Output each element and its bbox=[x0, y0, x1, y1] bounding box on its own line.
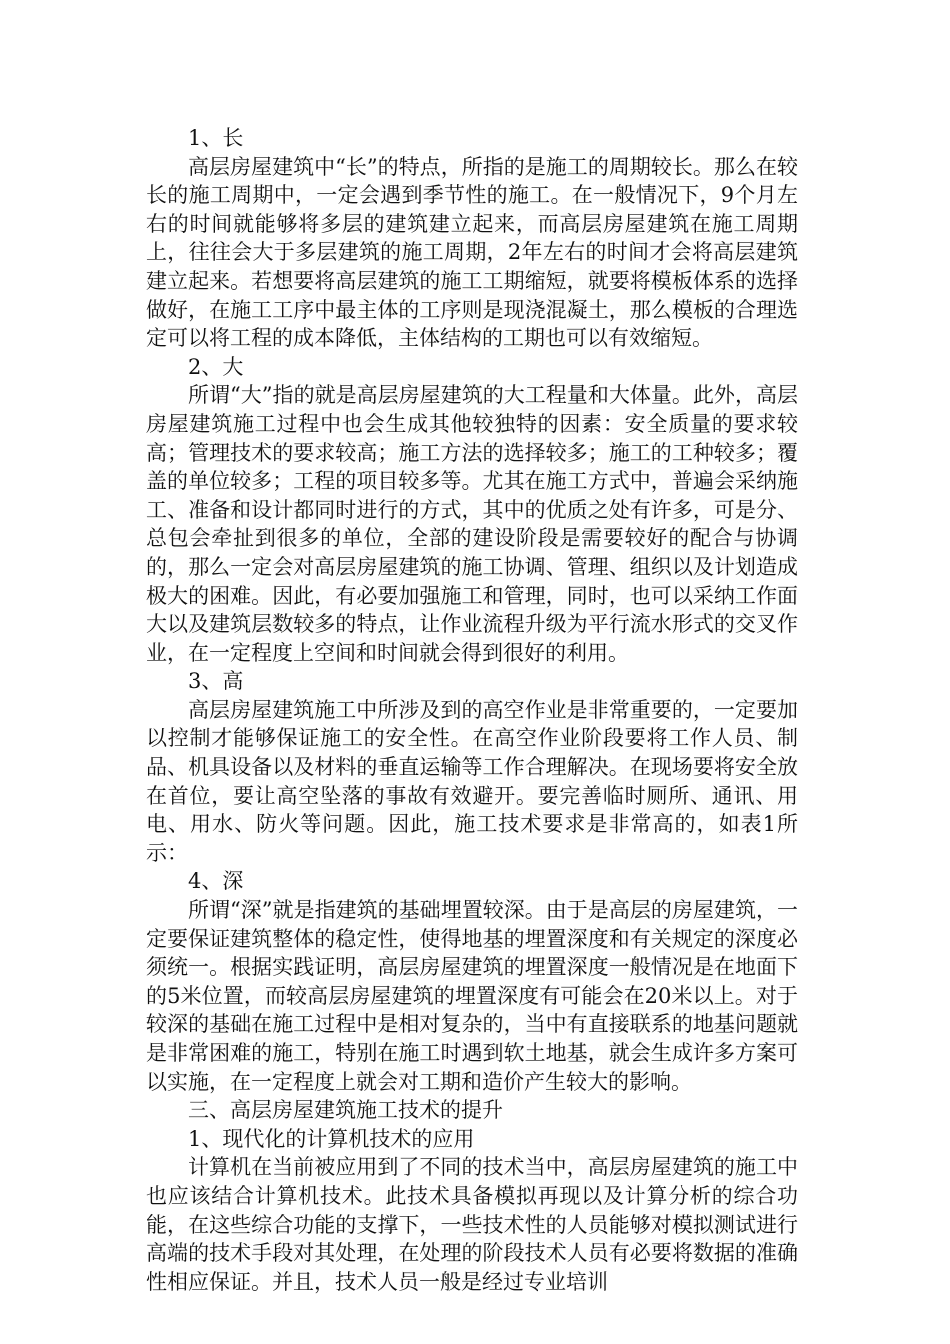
section-heading-long: 1、长 bbox=[188, 126, 244, 150]
paragraph-long: 高层房屋建筑中“长”的特点，所指的是施工的周期较长。那么在较长的施工周期中，一定会遇到季节性的施工。在一般情况下，9个月左右的时间就能够将多层的建筑建立起来，而高层房屋建筑在施工周期上，往往会大于多层建筑的施工周期，2年左右的时间才会将高层建筑建立起来。若想要将高层建筑的施工工期缩短，就要将模板体系的选择做好，在施工工序中最主体的工序则是现浇混凝土，那么模板的合理选定可以将工程的成本降低，主体结构的工期也可以有效缩短。 bbox=[146, 154, 798, 351]
paragraph-deep: 所谓“深”就是指建筑的基础埋置较深。由于是高层的房屋建筑，一定要保证建筑整体的稳定性，使得地基的埋置深度和有关规定的深度必须统一。根据实践证明，高层房屋建筑的埋置深度一般情况是在地面下的5米位置，而较高层房屋建筑的埋置深度有可能会在20米以上。对于较深的基础在施工过程中是相对复杂的，当中有直接联系的地基问题就是非常困难的施工，特别在施工时遇到软土地基，就会生成许多方案可以实施，在一定程度上就会对工期和造价产生较大的影响。 bbox=[146, 898, 798, 1094]
paragraph-computer: 计算机在当前被应用到了不同的技术当中，高层房屋建筑的施工中也应该结合计算机技术。此技术具备模拟再现以及计算分析的综合功能，在这些综合功能的支撑下，一些技术性的人员能够对模拟测试进行高端的技术手段对其处理，在处理的阶段技术人员有必要将数据的准确性相应保证。并且，技术人员一般是经过专业培训 bbox=[146, 1155, 798, 1294]
document-page bbox=[146, 124, 798, 1296]
chapter-heading-improvement: 三、高层房屋建筑施工技术的提升 bbox=[188, 1098, 503, 1123]
section-heading-deep: 4、深 bbox=[188, 869, 244, 894]
paragraph-big: 所谓“大”指的就是高层房屋建筑的大工程量和大体量。此外，高层房屋建筑施工过程中也会生成其他较独特的因素：安全质量的要求较高；管理技术的要求较高；施工方法的选择较多；施工的工种较多；覆盖的单位较多；工程的项目较多等。尤其在施工方式中，普遍会采纳施工、准备和设计都同时进行的方式，其中的优质之处有许多，可是分、总包会牵扯到很多的单位，全部的建设阶段是需要较好的配合与协调的，那么一定会对高层房屋建筑的施工协调、管理、组织以及计划造成极大的困难。因此，有必要加强施工和管理，同时，也可以采纳工作面大以及建筑层数较多的特点，让作业流程升级为平行流水形式的交叉作业，在一定程度上空间和时间就会得到很好的利用。 bbox=[146, 383, 798, 665]
paragraph-high: 高层房屋建筑施工中所涉及到的高空作业是非常重要的，一定要加以控制才能够保证施工的安全性。在高空作业阶段要将工作人员、制品、机具设备以及材料的垂直运输等工作合理解决。在现场要将安全放在首位，要让高空坠落的事故有效避开。要完善临时厕所、通讯、用电、用水、防火等问题。因此，施工技术要求是非常高的，如表1所示： bbox=[146, 697, 798, 865]
section-heading-high: 3、高 bbox=[188, 669, 244, 694]
section-heading-computer: 1、现代化的计算机技术的应用 bbox=[188, 1126, 475, 1151]
section-heading-big: 2、大 bbox=[188, 354, 244, 379]
